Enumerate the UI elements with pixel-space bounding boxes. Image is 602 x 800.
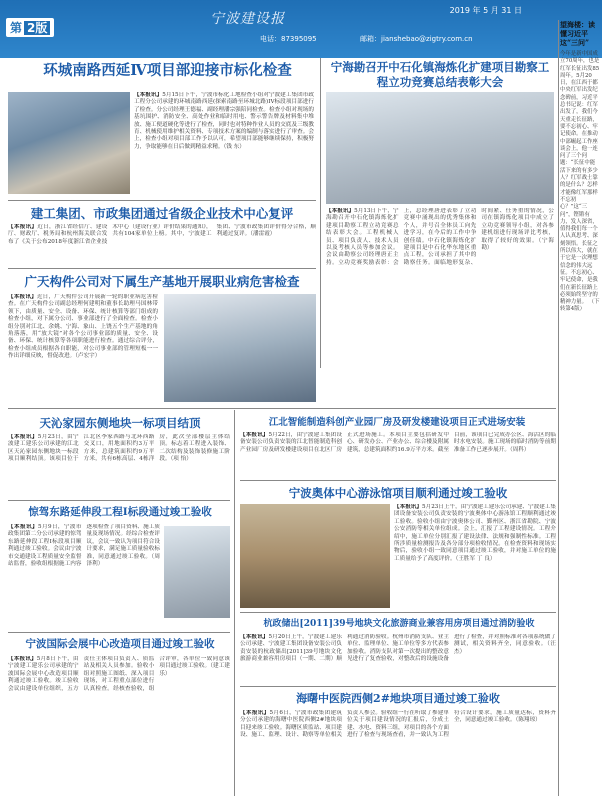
headline-a2: 宁海勘召开中石化镇海炼化扩建项目勘察工程立功竞赛总结表彰大会 (330, 60, 550, 89)
photo-a7 (240, 504, 390, 608)
sidebar-body (560, 51, 600, 314)
article-text: 5月6日，宁波市政集团建筑分公司承建的海曙中医院西侧2#地块项目迎来竣工验收。海曙区质监站、项目建设、施工、监理、设计、勘察等单位相关负责人参会。验收组一行在听取了参建单位关于项目建设情况的汇报后，分成土建、水电、资料三组，对项目的各个方面进行了检查与现场查看，并一致认为工程符合设计要求，施工质量达标，资料齐全，同意通过竣工验收。 (240, 710, 556, 739)
contact-tel: 电话：87395095 (260, 35, 317, 43)
source-tag: 【本报讯】 (8, 294, 37, 300)
headline-a7: 宁波奥体中心游泳馆项目顺利通过竣工验收 (288, 486, 508, 500)
headline-a4: 广天构件公司对下属生产基地开展职业病危害检查 (24, 274, 300, 289)
article-text: 近日，浙江省经信厅、建设厅、财政厅、税务局和杭州海关联合发布了《关于公布2018年度浙江省企业技术中心（建设行业）评价结果的通知》，共有104家单位上榜。其中，宁波建工集团、宁波市政集团评价得分合格，顺利通过复评。 (8, 224, 316, 245)
article-text: 5月23日，由宁波建工建乐公司承建的江北区天沁家园东侧地块一标段项目顺利结顶。该项目位于江北区李家西路与北环西路交叉口，用地面积约3万平方米，总建筑面积约9万平方米，共有6栋高层、4栋洋房，此次全部楼层主体结顶。标志着工程进入装饰、二次结构及装饰装修施工阶段。 (8, 434, 230, 463)
article-text: 5月15日下午，宁波市标化工地检查小组对宁波建工集团市政工程分公司承建的环城南路西延(探索南路至环城北路)IV标段项目部进行了检查。分公司经理王德福、副经理潘宗强陪同检查。检查小组对现场的基坑围护、消防安全、高处作业和临时用电、警示警告牌及材料集中堆放、施工便道硬化等进行了检查，同时也对特种作业人员的交底及三级教育、机械使用维护相关资料、专项技术方案的编制与落实进行了审查。会上，检查小组对项目部工作予以认可，希望项目部能够继续保持，积极努力，争取能够在日后做到精益求精。 (134, 92, 314, 150)
divider (558, 20, 559, 796)
article-a11-body (240, 710, 556, 796)
source-tag: 【本报讯】 (240, 710, 270, 716)
source-tag: 【本报讯】 (326, 208, 355, 214)
article-text: 5月13日下午，宁海勘召开中石化镇海炼化扩建项目勘察工程立功竞赛总结表彰大会。工程机械人员、项目负责人、技术人员以及考核人员等参加会议。会议由勘察公司经理唐正主持。立功竞赛奖励表彰：会上，总经理唐进表彰了立功竞赛中涌现出的优秀集体和个人，并号召全体员工向先进学习，在今后的工作中争创佳绩。中石化镇海炼化扩建项目是中石化华东地区重点工程，公司承担了其中的勘察任务。面临地形复杂、时间紧、任务重的情况，公司在镇海炼化项目中成立了立功竞赛领导小组，对各参建机组进行现场评比考核，取得了较好的效果。 (326, 208, 554, 266)
divider (240, 480, 556, 481)
headline-a5: 天沁家园东侧地块一标项目结顶 (39, 416, 201, 430)
article-a5-body (8, 434, 230, 498)
photo-a2 (326, 92, 554, 204)
article-a1-body (134, 92, 314, 196)
photo-a1 (8, 92, 130, 194)
article-a10-body (8, 656, 230, 796)
byline: （周科） (509, 446, 530, 453)
masthead (0, 0, 602, 58)
divider (8, 408, 556, 409)
sidebar-text: 今年是新中国成立70周年，也是红军长征出发85周年。5月20日，在江西于都中央红军出发纪念碑前，习近平总书记说：红军出发了，我们今天重走长征路，要不忘初心、牢记使命。在推动中部崛起工作座谈会上，他一连问了三个问题：“长征中能活下来的有多少人？红军战士靠的是什么？怎样才能像红军那样不忘初心？”这“三问”，铿锵有力，发人深省，值得我们每一个人认真思考、深刻领悟。长征之所以伟大，就在于它是一次理想信念的伟大远征。不忘初心、牢记使命，是我们在新长征路上必须始终坚守的精神力量。 (560, 51, 600, 306)
source-tag: 【本报讯】 (134, 92, 163, 98)
headline-a1: 环城南路西延Ⅳ项目部迎接市标化检查 (43, 62, 292, 79)
headline-a6: 江北智能制造科创产业园厂房及研发楼建设项目正式进场安装 (268, 417, 526, 428)
byline: （建工建乐） (159, 663, 230, 677)
divider (8, 200, 316, 201)
photo-a8 (164, 526, 230, 618)
headline-a10: 宁波国际会展中心改造项目通过竣工验收 (25, 638, 215, 650)
divider (8, 268, 316, 269)
article-text: 5月9日，宁波市政集团第二分公司承建的惊驾东路延伸段工程Ⅰ标段项目顺利通过竣工验收。会议由宁波市交通建设工程质量安全监督站监督，验收组根据施工内容逐项检查了项目资料、施工质量及现场情况。经综合检查评议，会议一致认为项目符合设计要求，满足施工质量验收标准，同意通过竣工验收。 (8, 524, 160, 568)
article-text: 5月8日下午，由宁波建工建乐公司承建的宁波国际会展中心改造项目顺利通过竣工验收。竣工验收会议由建设单位组织，五方责任主体项目负责人、质监站及相关人员参加。验收小组对照施工图纸、深入项目现场，对工程重点部位进行认真检查。经核查验收，组合评审，各单位一致同意该项目通过竣工验收。 (8, 656, 230, 692)
article-a3-body (8, 224, 316, 264)
contact-email: 邮箱：jianshebao@zigtry.com.cn (360, 35, 473, 43)
photo-a4 (164, 294, 316, 402)
brand-title: 宁波建设报 (210, 11, 285, 27)
page-number: 2版 (24, 21, 50, 35)
article-a2-body (326, 208, 554, 370)
article-a4-body (8, 294, 158, 400)
article-a6-body (240, 432, 556, 476)
divider (8, 500, 230, 501)
source-tag: 【本报讯】 (394, 504, 423, 510)
source-tag: 【本报讯】 (8, 224, 38, 230)
headline-a3: 建工集团、市政集团通过省级企业技术中心复评 (30, 206, 294, 221)
source-tag: 【本报讯】 (240, 432, 269, 438)
page-number-badge (6, 18, 54, 37)
divider (320, 58, 321, 368)
article-a8-body (8, 524, 160, 628)
article-text: 5月20日上午，宁波建工建乐公司承建、宁波建工集团设备安装公司负责安装的杭政储出[2011]39号地块文化旅游商业兼容用房项目（一期、二期）顺利通过消防验收。杭州市消防支队、业主单位、监理单位、施工单位等多方代表参加验收。消防支队对第一次提出的整改意见进行了复查验收，对整改后的设施设备进行了检查，并对照标准对各项系统做了测试，相关资料齐全，同意验收。 (240, 634, 556, 663)
divider (234, 410, 235, 796)
article-text: 5月23日上午，由宁波建工建乐公司承建、宁波建工集团设备安装公司负责安装的宁波奥体中心游泳馆工程顺利通过竣工验收。验收小组由宁波奥体公司、鄞州区、浙江省勘院、宁波公安消防等相关单位组成。会上，汇报了工程建设情况。工程介绍中，施工单位分别汇报了建设法律、法规和强制性标准。工程所涉质量检测报告及各分部分项检收情况。在检查资料和现场实物后，验收小组一致同意项目通过竣工验收，并对施工单位的施工质量给予了高度评价。 (394, 504, 556, 562)
issue-date: 2019 年 5 月 31 日 (449, 6, 522, 15)
page-label: 第 (10, 21, 23, 35)
article-a9-body (240, 634, 556, 682)
source-tag: 【本报讯】 (8, 656, 37, 662)
source-tag: 【本报讯】 (8, 524, 38, 530)
article-a7-body (394, 504, 556, 610)
headline-a11: 海曙中医院西侧2#地块项目通过竣工验收 (296, 692, 500, 705)
headline-a9: 杭政储出[2011]39号地块文化旅游商业兼容用房项目通过消防验收 (263, 619, 535, 629)
divider (240, 612, 556, 613)
byline: （汪 杰） (454, 641, 556, 655)
source-tag: 【本报讯】 (8, 434, 38, 440)
sidebar-title: 望海楼：读懂习近平这“三问” (560, 20, 595, 47)
byline: （潘雷霞） (250, 231, 276, 238)
sidebar-column (560, 20, 600, 798)
byline: （项 怡） (170, 456, 192, 463)
article-text: 近日，广天构件公司开展新一轮的职业病危害检查。在广天构件公司副总经理何建明和董事长助理马国林带领下，由质量、安全、设备、环保、统计核算等部门组成的检查小组，对下属分公司、事业部进行了全面检查。检查小组分别对江北、余姚、宁海、象山、上饶五个生产基地的角角落落，用“放大镜”对各个公司事业部的质量、安全、设备、环保、统计核算等各项职能进行检查。通过综合评分，检查小组成员根据各自职能，对公司事业部的管理短板一一作出详细反映，督促改进。 (8, 294, 158, 360)
byline: （周泽利） (86, 553, 160, 568)
sidebar-footer: （下转第4版） (560, 299, 600, 313)
headline-a8: 惊驾东路延伸段工程Ⅰ标段通过竣工验收 (28, 506, 212, 518)
byline: （卢宏宇） (75, 353, 101, 360)
byline: （宁海勘） (481, 237, 554, 252)
source-tag: 【本报讯】 (240, 634, 269, 640)
byline: （陈翔琼） (515, 717, 541, 724)
divider (8, 632, 230, 633)
byline: （钱 东） (223, 143, 245, 150)
divider (240, 686, 556, 687)
article-text: 5月22日，由宁波建工集团设备安装公司负责安装的江北智能制造科创产业园厂房及研发楼建设项目在北区厂房正式进场施工。本项目主要包括研发中心、研发办公、产业办公、综合楼及附属建筑，总建筑面积约16.9万平方米。截至目前，该项目已完成办公区、海活区的临时水电安装。施工现场的临时消防等前期准备工作已逐步展开。 (240, 432, 556, 453)
byline: （王胜军 丁 良） (455, 555, 496, 562)
